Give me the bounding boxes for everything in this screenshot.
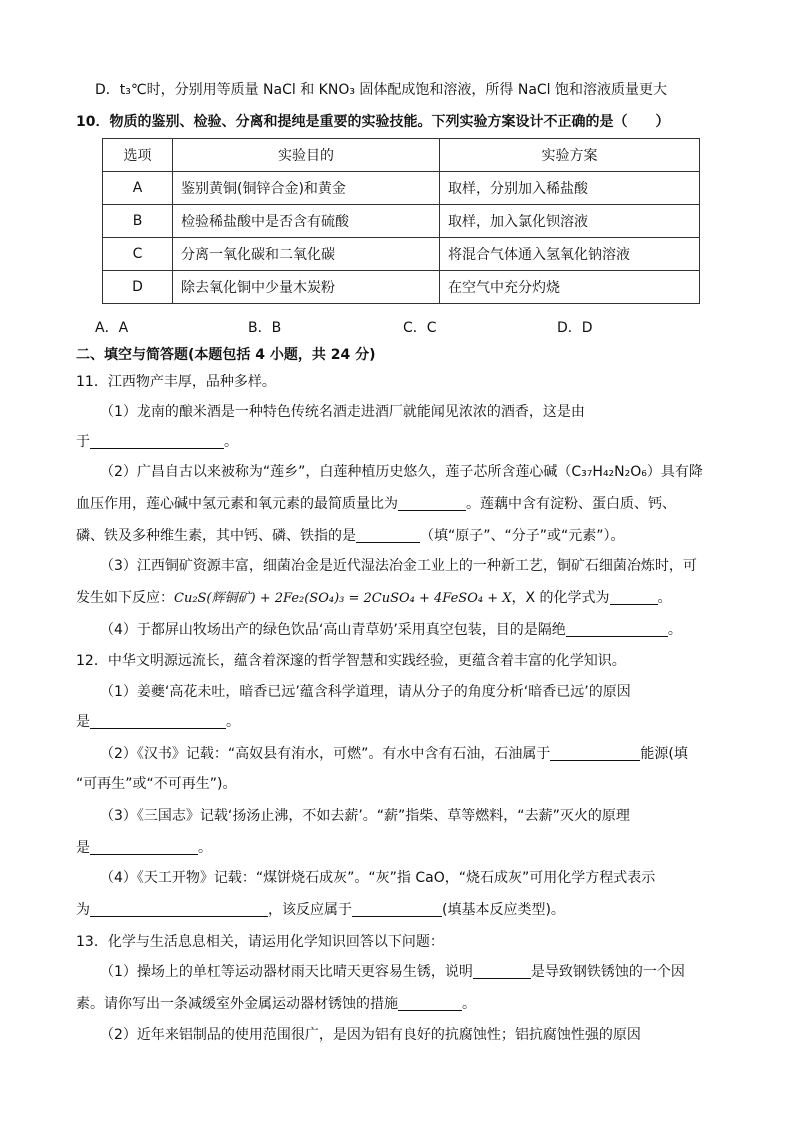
choice-c[interactable]: C．C (403, 320, 437, 336)
table-cell: 分离一氧化碳和二氧化碳 (173, 238, 440, 271)
text: 能源(填 (640, 746, 688, 762)
q12-part2-line2: “可再生”或“不可再生”)。 (76, 776, 237, 792)
text: 。 (226, 714, 240, 730)
table-row (103, 238, 700, 271)
text: 为 (76, 902, 90, 918)
text: 。 (657, 590, 672, 606)
table-header-cell: 实验方案 (440, 139, 700, 172)
text: (填基本反应类型)。 (442, 902, 565, 918)
answer-blank[interactable] (90, 434, 224, 449)
reaction-equation: Cu₂S(辉铜矿) + 2Fe₂(SO₄)₃ = 2CuSO₄ + 4FeSO₄ + X (174, 591, 512, 606)
text: 。莲藕中含有淀粉、蛋白质、钙、 (466, 496, 676, 512)
table-cell: 鉴别黄铜(铜锌合金)和黄金 (173, 172, 440, 205)
q9-option-d: D．t₃℃时，分别用等质量 NaCl 和 KNO₃ 固体配成饱和溶液，所得 NaCl 饱和溶液质量更大 (95, 82, 668, 98)
text: 发生如下反应： (76, 590, 174, 606)
answer-blank[interactable] (356, 528, 420, 543)
q12-part4-line1: （4）《天工开物》记载：“煤饼烧石成灰”。“灰”指 CaO，“烧石成灰”可用化学方程式表示 (100, 870, 656, 886)
q11-part1-line1: （1）龙南的酿米酒是一种特色传统名酒走进酒厂就能闻见浓浓的酒香，这是由 (100, 404, 585, 420)
q12-stem: 12．中华文明源远流长，蕴含着深邃的哲学智慧和实践经验，更蕴含着丰富的化学知识。 (76, 653, 626, 669)
q12-part1-line2 (76, 712, 714, 732)
q13-part2-line1: （2）近年来铝制品的使用范围很广，是因为铝有良好的抗腐蚀性；铝抗腐蚀性强的原因 (100, 1027, 641, 1043)
table-cell: 将混合气体通入氢氧化钠溶液 (440, 238, 700, 271)
answer-blank[interactable] (398, 996, 462, 1011)
answer-blank[interactable] (90, 714, 226, 729)
q13-part1-line1 (100, 962, 714, 982)
q13-stem: 13．化学与生活息息相关，请运用化学知识回答以下问题： (76, 934, 444, 950)
q11-stem: 11．江西物产丰厚，品种多样。 (76, 374, 276, 390)
text: （2）《汉书》记载：“高奴县有洧水，可燃”。有水中含有石油，石油属于 (100, 746, 551, 762)
table-cell: 取样，分别加入稀盐酸 (440, 172, 700, 205)
table-cell: 取样，加入氯化钡溶液 (440, 205, 700, 238)
answer-blank[interactable] (352, 902, 442, 917)
answer-blank[interactable] (473, 964, 531, 979)
text: 。 (667, 622, 682, 638)
q11-part1-line2 (76, 432, 714, 452)
table-cell: 除去氧化铜中少量木炭粉 (173, 271, 440, 304)
answer-blank[interactable] (566, 622, 668, 637)
text: （1）操场上的单杠等运动器材雨天比晴天更容易生锈，说明 (100, 964, 473, 980)
q12-part3-line1: （3）《三国志》记载‘扬汤止沸，不如去薪’。“薪”指柴、草等燃料，“去薪”灭火的原理 (100, 808, 630, 824)
q12-part3-line2 (76, 838, 714, 858)
answer-blank[interactable] (90, 840, 198, 855)
q11-part3-line2 (76, 588, 714, 609)
table-header-cell: 实验目的 (173, 139, 440, 172)
text: 素。请你写出一条减缓室外金属运动器材锈蚀的措施 (76, 996, 398, 1012)
text: 是 (76, 714, 90, 730)
choice-d[interactable]: D．D (557, 320, 593, 336)
text: 磷、铁及多种维生素，其中钙、磷、铁指的是 (76, 528, 356, 544)
choice-a[interactable]: A．A (95, 320, 129, 336)
table-header-cell: 选项 (103, 139, 173, 172)
text: 。 (462, 996, 476, 1012)
text: 是 (76, 840, 90, 856)
experiment-table (102, 138, 700, 304)
choice-b[interactable]: B．B (248, 320, 282, 336)
text: （4）于都屏山牧场出产的绿色饮品‘高山青草奶’采用真空包装，目的是隔绝 (100, 622, 566, 638)
text: （填“原子”、“分子”或“元素”）。 (420, 528, 625, 544)
q12-part2-line1 (100, 744, 714, 764)
text: 于 (76, 434, 90, 450)
table-cell: A (103, 172, 173, 205)
table-row (103, 172, 700, 205)
q10-stem: 10．物质的鉴别、检验、分离和提纯是重要的实验技能。下列实验方案设计不正确的是（ ） (76, 114, 670, 130)
text: 。 (224, 434, 238, 450)
text: ，该反应属于 (268, 902, 352, 918)
answer-blank[interactable] (610, 590, 658, 605)
table-row (103, 205, 700, 238)
q12-part4-line2 (76, 900, 714, 920)
answer-blank[interactable] (398, 496, 466, 511)
text: 是导致钢铁锈蚀的一个因 (530, 964, 685, 980)
table-row (103, 271, 700, 304)
q11-part2-line1: （2）广昌自古以来被称为“莲乡”，白莲种植历史悠久，莲子芯所含莲心碱（C₃₇H₄₂N₂O₆）具有降 (100, 464, 703, 480)
q11-part4 (100, 620, 714, 640)
table-cell: B (103, 205, 173, 238)
answer-blank[interactable] (90, 902, 268, 917)
table-header-row (103, 139, 700, 172)
text: ，X 的化学式为 (511, 590, 610, 606)
table-cell: 检验稀盐酸中是否含有硫酸 (173, 205, 440, 238)
text: 。 (198, 840, 212, 856)
table-cell: D (103, 271, 173, 304)
q11-part3-line1: （3）江西铜矿资源丰富，细菌冶金是近代湿法冶金工业上的一种新工艺，铜矿石细菌冶炼时，可 (100, 558, 697, 574)
q12-part1-line1: （1）姜夔‘高花未吐，暗香已远’蕴含科学道理，请从分子的角度分析‘暗香已远’的原因 (100, 684, 631, 700)
answer-blank[interactable] (550, 746, 640, 761)
table-cell: 在空气中充分灼烧 (440, 271, 700, 304)
text: 血压作用，莲心碱中氢元素和氧元素的最简质量比为 (76, 496, 398, 512)
q11-part2-line3 (76, 526, 714, 546)
q13-part1-line2 (76, 994, 714, 1014)
table-cell: C (103, 238, 173, 271)
q11-part2-line2 (76, 494, 714, 514)
section-title: 二、填空与简答题(本题包括 4 小题，共 24 分) (76, 347, 376, 363)
